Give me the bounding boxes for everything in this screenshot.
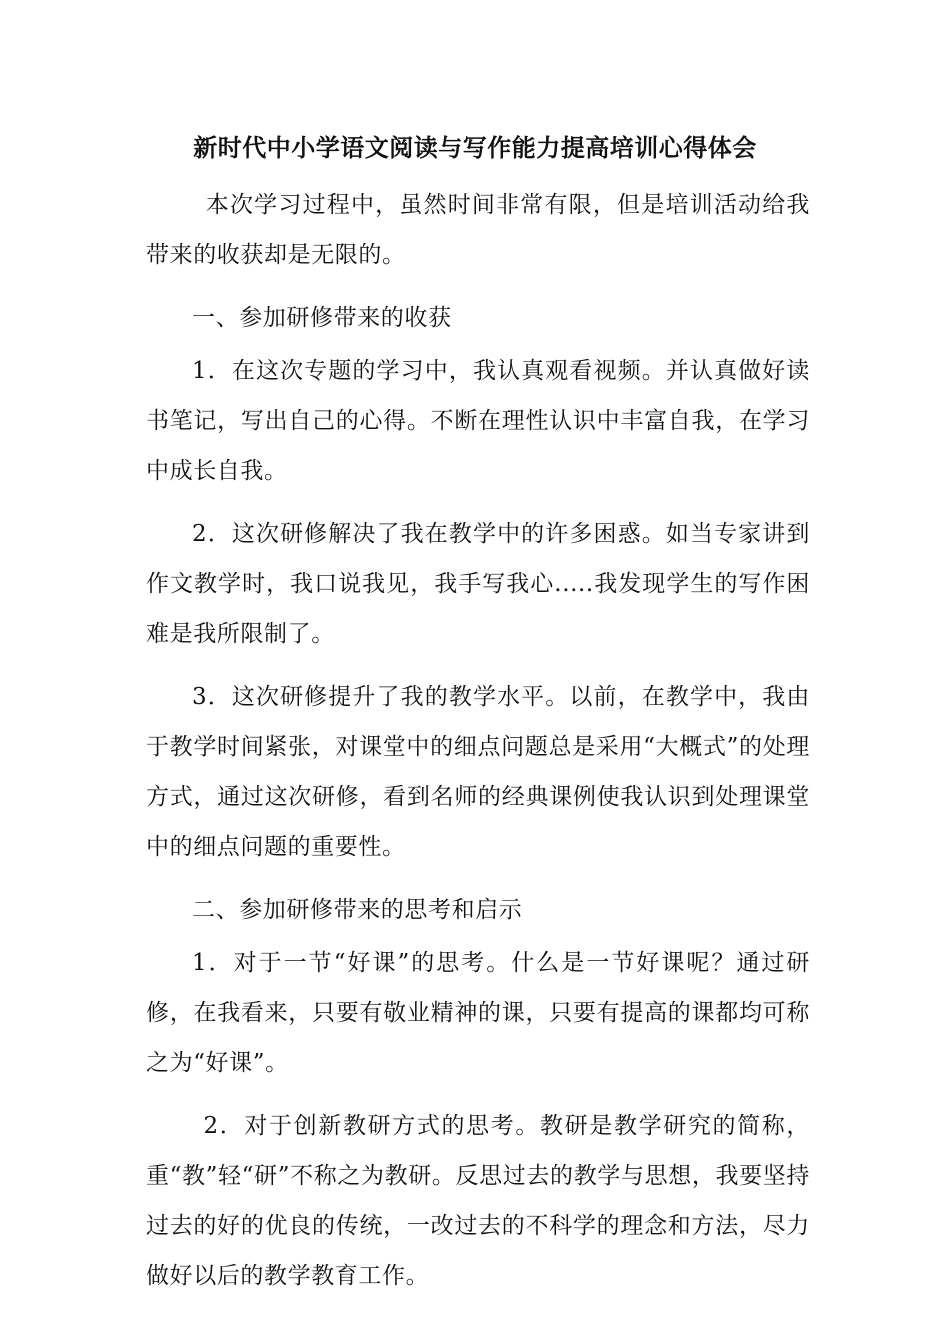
document-title: 新时代中小学语文阅读与写作能力提高培训心得体会 bbox=[193, 133, 757, 162]
section-heading-gains: 一、参加研修带来的收获 bbox=[192, 305, 452, 331]
intro-paragraph: 本次学习过程中，虽然时间非常有限，但是培训活动给我带来的收获却是无限的。 bbox=[146, 192, 810, 268]
reflection-point-1: 1．对于一节“好课”的思考。什么是一节好课呢？通过研修，在我看来，只要有敬业精神的课，只要有提高的课都均可称之为“好课”。 bbox=[146, 950, 810, 1076]
document-body bbox=[146, 180, 810, 1314]
gains-point-1: 1．在这次专题的学习中，我认真观看视频。并认真做好读书笔记，写出自己的心得。不断在理性认识中丰富自我，在学习中成长自我。 bbox=[146, 358, 810, 484]
gains-point-3: 3．这次研修提升了我的教学水平。以前，在教学中，我由于教学时间紧张，对课堂中的细点问题总是采用“大概式”的处理方式，通过这次研修，看到名师的经典课例使我认识到处理课堂中的细点问题的重要性。 bbox=[146, 684, 810, 860]
gains-point-2: 2．这次研修解决了我在教学中的许多困惑。如当专家讲到作文教学时，我口说我见，我手写我心.....我发现学生的写作困难是我所限制了。 bbox=[146, 521, 810, 647]
reflection-point-2: 2．对于创新教研方式的思考。教研是教学研究的简称，重“教”轻“研”不称之为教研。反思过去的教学与思想，我要坚持过去的好的优良的传统，一改过去的不科学的理念和方法，尽力做好以后的教学教育工作。 bbox=[146, 1113, 810, 1289]
section-heading-reflections: 二、参加研修带来的思考和启示 bbox=[192, 897, 523, 923]
